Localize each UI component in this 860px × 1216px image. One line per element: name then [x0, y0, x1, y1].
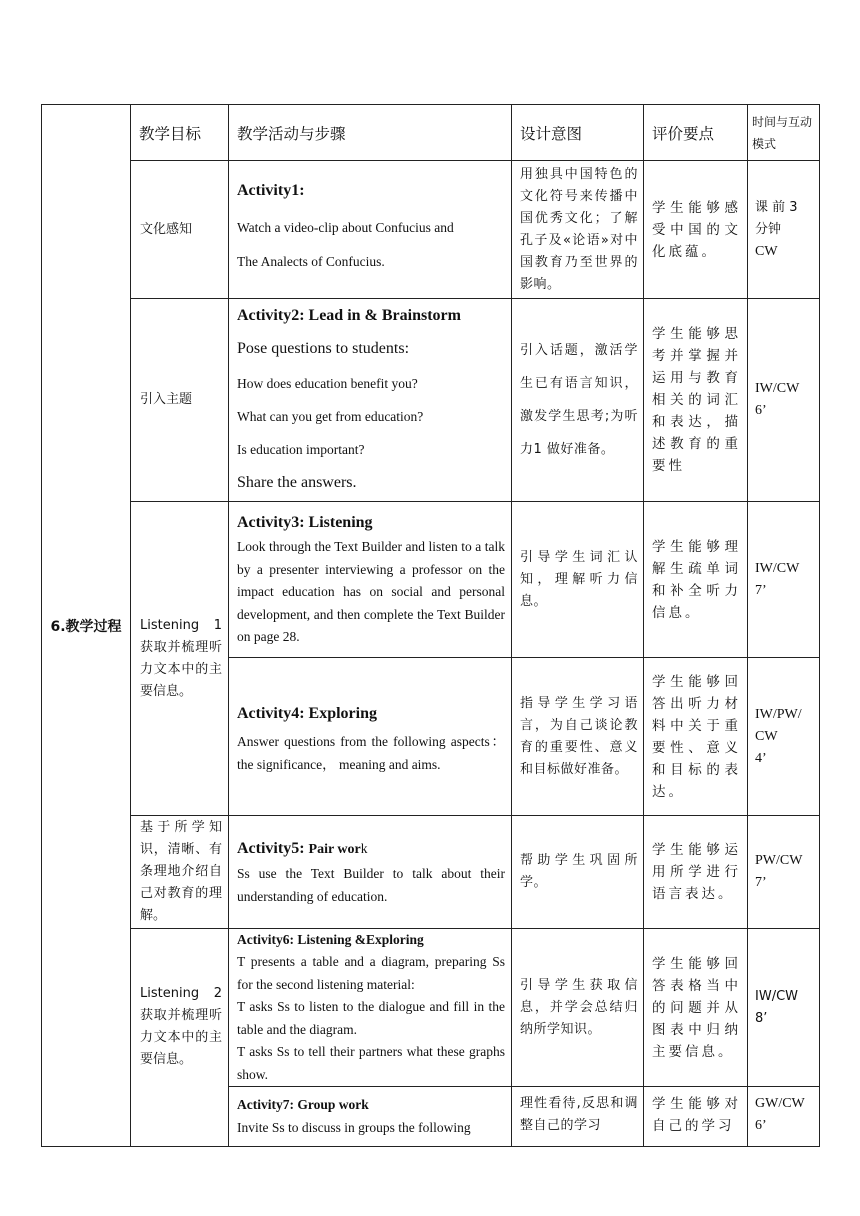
activity-lead: Pose questions to students:: [237, 339, 410, 357]
time-line: CW: [755, 243, 778, 259]
activity-cell: [229, 1087, 512, 1147]
time-cell: [748, 658, 820, 816]
time-cell: [748, 929, 820, 1087]
time-line: 7’: [755, 582, 767, 598]
time-line: GW/CW: [755, 1096, 805, 1111]
evaluation-cell: 学生能够对自己的学习: [644, 1087, 748, 1147]
time-line: 课 前 3: [755, 199, 798, 215]
table-row: [42, 299, 820, 502]
activity-title: Activity4: Exploring: [237, 705, 377, 722]
design-cell: 引入话题，激活学生已有语言知识，激发学生思考;为听力1 做好准备。: [512, 299, 644, 502]
activity-cell: [229, 658, 512, 816]
activity-cell: [229, 929, 512, 1087]
time-line: 7’: [755, 875, 767, 890]
time-line: IW/PW/: [755, 706, 802, 722]
design-cell: 指导学生学习语言，为自己谈论教育的重要性、意义和目标做好准备。: [512, 658, 644, 816]
activity-title: [237, 836, 505, 863]
activity-cell: [229, 299, 512, 502]
activity-line: Watch a video-clip about Confucius and: [237, 219, 454, 235]
activity-title: Activity1:: [237, 182, 305, 200]
goal-cell: Listening 1 获取并梳理听力文本中的主要信息。: [131, 502, 229, 816]
header-activity: 教学活动与步骤: [229, 105, 512, 161]
time-line: CW: [755, 728, 778, 744]
evaluation-cell: 学生能够回答表格当中的问题并从图表中归纳主要信息。: [644, 929, 748, 1087]
header-time: 时间与互动模式: [748, 105, 820, 161]
time-cell: [748, 502, 820, 658]
activity-cell: [229, 502, 512, 658]
activity-text: Answer questions from the following aspects： the significance， meaning and aims.: [237, 734, 505, 772]
time-line: IW/CW: [755, 560, 800, 576]
header-goal: 教学目标: [131, 105, 229, 161]
activity-line: T asks Ss to tell their partners what these graphs show.: [237, 1044, 505, 1082]
header-row: [42, 105, 820, 161]
time-line: 8’: [755, 1010, 768, 1026]
activity-title-part: Pair wor: [308, 842, 361, 857]
activity-title: Activity2: Lead in & Brainstorm: [237, 306, 461, 324]
time-cell: [748, 161, 820, 299]
activity-text: Invite Ss to discuss in groups the following: [237, 1120, 471, 1135]
header-design: 设计意图: [512, 105, 644, 161]
evaluation-cell: 学生能够运用所学进行语言表达。: [644, 816, 748, 929]
activity-tail: Share the answers.: [237, 473, 357, 491]
time-line: 6’: [755, 1118, 767, 1133]
design-cell: 引导学生词汇认知，理解听力信息。: [512, 502, 644, 658]
activity-line: Is education important?: [237, 441, 365, 457]
activity-line: The Analects of Confucius.: [237, 253, 385, 269]
activity-line: T presents a table and a diagram, preparing Ss for the second listening material:: [237, 954, 505, 992]
time-line: 6’: [755, 403, 767, 418]
time-cell: [748, 299, 820, 502]
time-line: IW/CW: [755, 381, 800, 396]
activity-cell: [229, 161, 512, 299]
goal-cell: 引入主题: [131, 299, 229, 502]
design-cell: 帮助学生巩固所学。: [512, 816, 644, 929]
time-cell: [748, 816, 820, 929]
activity-line: How does education benefit you?: [237, 375, 418, 391]
goal-cell: 文化感知: [131, 161, 229, 299]
teaching-process-table: [41, 104, 820, 1147]
table-row: [42, 929, 820, 1087]
activity-title: Activity6: Listening &Exploring: [237, 932, 424, 947]
activity-line: What can you get from education?: [237, 408, 424, 424]
time-line: 分钟: [755, 221, 782, 237]
table-row: [42, 816, 820, 929]
activity-title-part: k: [360, 841, 368, 856]
time-line: 4’: [755, 750, 767, 766]
activity-title: Activity3: Listening: [237, 514, 373, 532]
time-line: PW/CW: [755, 853, 803, 868]
design-cell: 用独具中国特色的文化符号来传播中国优秀文化；了解孔子及«论语»对中国教育乃至世界的影响。: [512, 161, 644, 299]
goal-cell: Listening 2 获取并梳理听力文本中的主要信息。: [131, 929, 229, 1147]
activity-title: Activity7: Group work: [237, 1097, 369, 1112]
design-cell: 理性看待,反思和调整自己的学习: [512, 1087, 644, 1147]
evaluation-cell: 学生能够回答出听力材料中关于重要性、意义和目标的表达。: [644, 658, 748, 816]
evaluation-cell: 学生能够思考并掌握并运用与教育相关的词汇和表达，描述教育的重要性: [644, 299, 748, 502]
goal-cell: 基于所学知识，清晰、有条理地介绍自己对教育的理解。: [131, 816, 229, 929]
activity-text: Look through the Text Builder and listen to a talk by a presenter interviewing a professor on the impact education has on social and personal development, and then complete the Text Builder on page 28.: [237, 539, 505, 645]
activity-title-part: Activity5:: [237, 840, 309, 857]
time-line: IW/CW: [755, 988, 798, 1004]
header-evaluation: 评价要点: [644, 105, 748, 161]
activity-line: T asks Ss to listen to the dialogue and fill in the table and the diagram.: [237, 999, 505, 1037]
section-label: 6.教学过程: [42, 105, 131, 1147]
table-row: [42, 502, 820, 658]
design-cell: 引导学生获取信息，并学会总结归纳所学知识。: [512, 929, 644, 1087]
table-row: [42, 161, 820, 299]
activity-cell: [229, 816, 512, 929]
activity-text: Ss use the Text Builder to talk about their understanding of education.: [237, 866, 505, 904]
evaluation-cell: 学生能够理解生疏单词和补全听力信息。: [644, 502, 748, 658]
time-cell: [748, 1087, 820, 1147]
evaluation-cell: 学生能够感受中国的文化底蕴。: [644, 161, 748, 299]
